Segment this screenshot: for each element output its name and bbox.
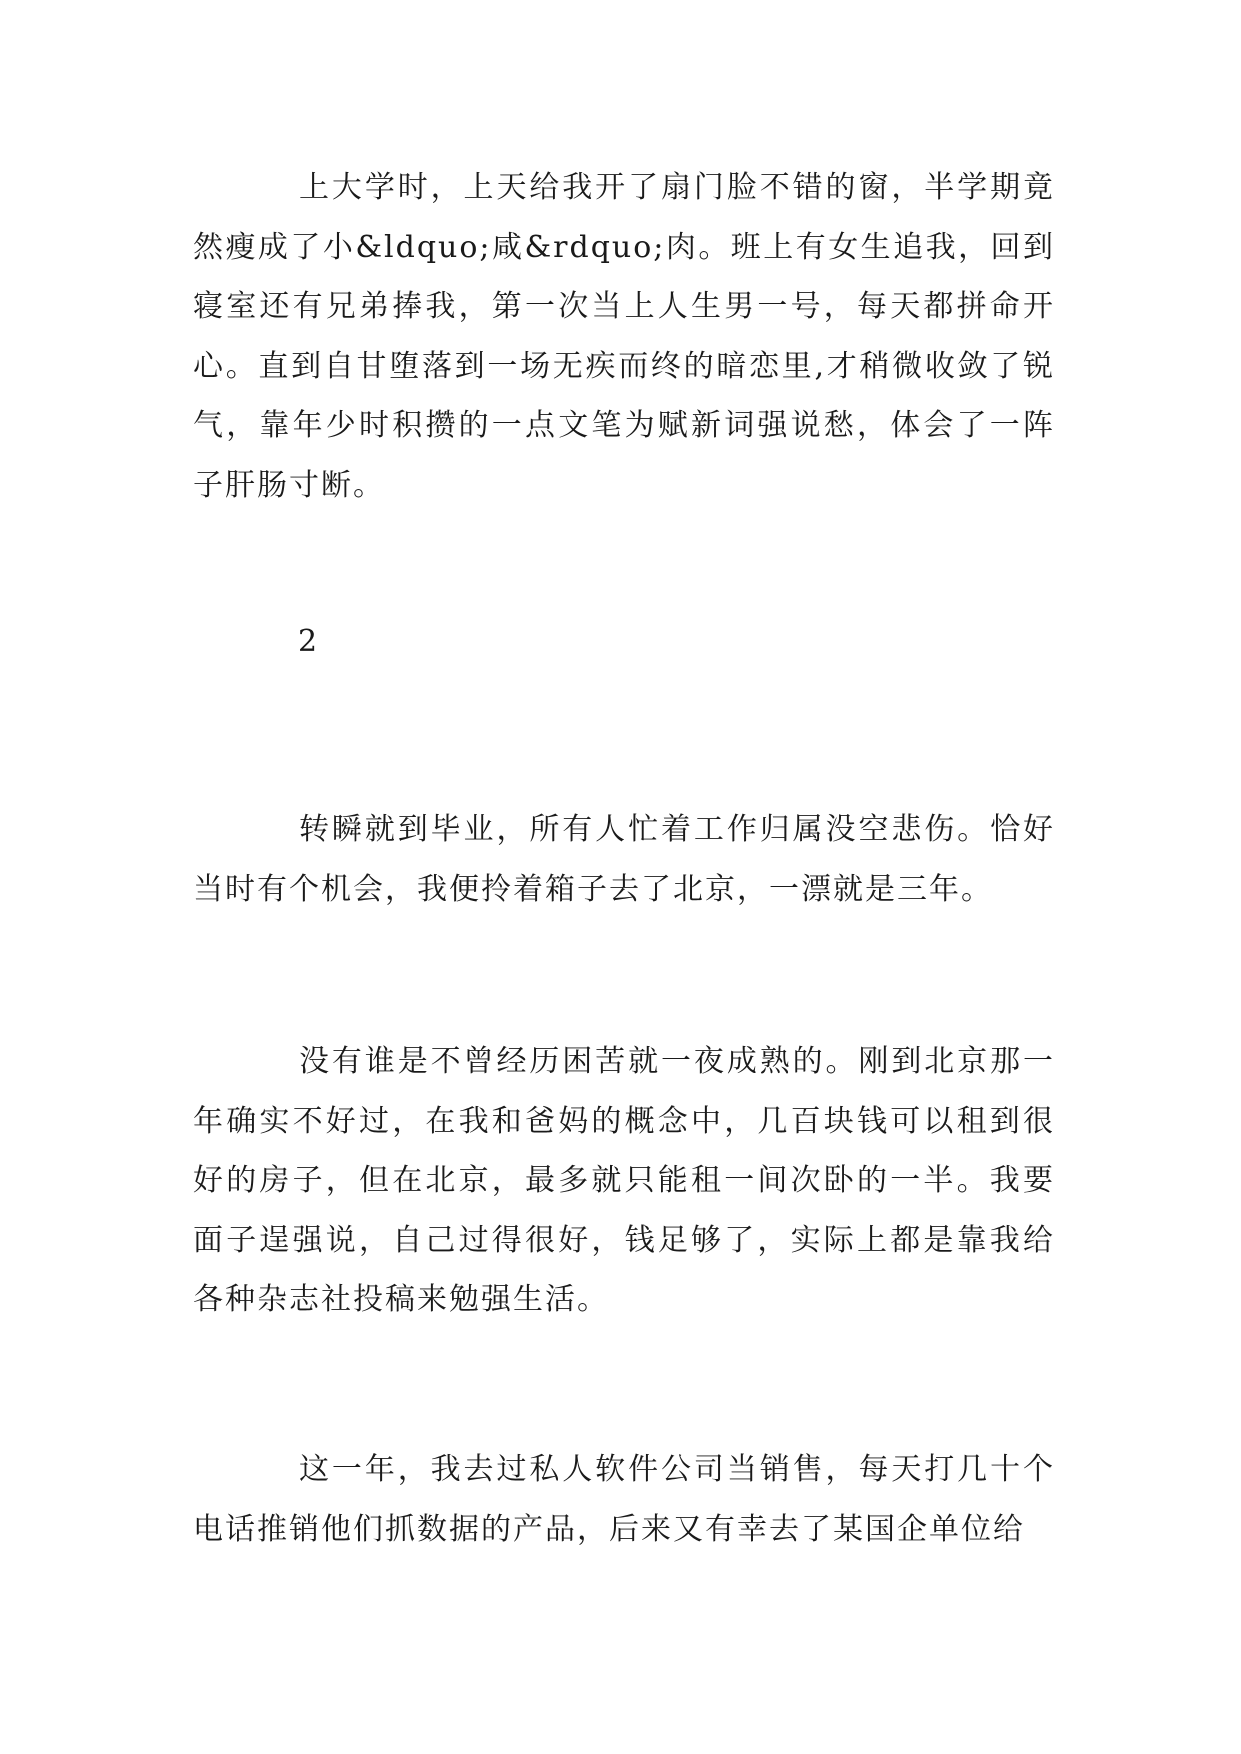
- paragraph-college-days: 上大学时，上天给我开了扇门脸不错的窗，半学期竟然瘦成了小&ldquo;咸&rdquo;肉。班上有女生追我，回到寝室还有兄弟捧我，第一次当上人生男一号，每天都拼命开心。直到自甘堕落到一场无疾而终的暗恋里,才稍微收敛了锐气，靠年少时积攒的一点文笔为赋新词强说愁，体会了一阵子肝肠寸断。: [193, 170, 1055, 503]
- section-number: 2: [298, 624, 318, 659]
- paragraph-graduation: 转瞬就到毕业，所有人忙着工作归属没空悲伤。恰好当时有个机会，我便拎着箱子去了北京，一漂就是三年。: [193, 812, 1055, 907]
- paragraph-jobs: 这一年，我去过私人软件公司当销售，每天打几十个电话推销他们抓数据的产品，后来又有幸去了某国企单位给: [193, 1452, 1055, 1547]
- paragraph-first-year-beijing: 没有谁是不曾经历困苦就一夜成熟的。刚到北京那一年确实不好过，在我和爸妈的概念中，几百块钱可以租到很好的房子，但在北京，最多就只能租一间次卧的一半。我要面子逞强说，自己过得很好，钱足够了，实际上都是靠我给各种杂志社投稿来勉强生活。: [193, 1044, 1055, 1317]
